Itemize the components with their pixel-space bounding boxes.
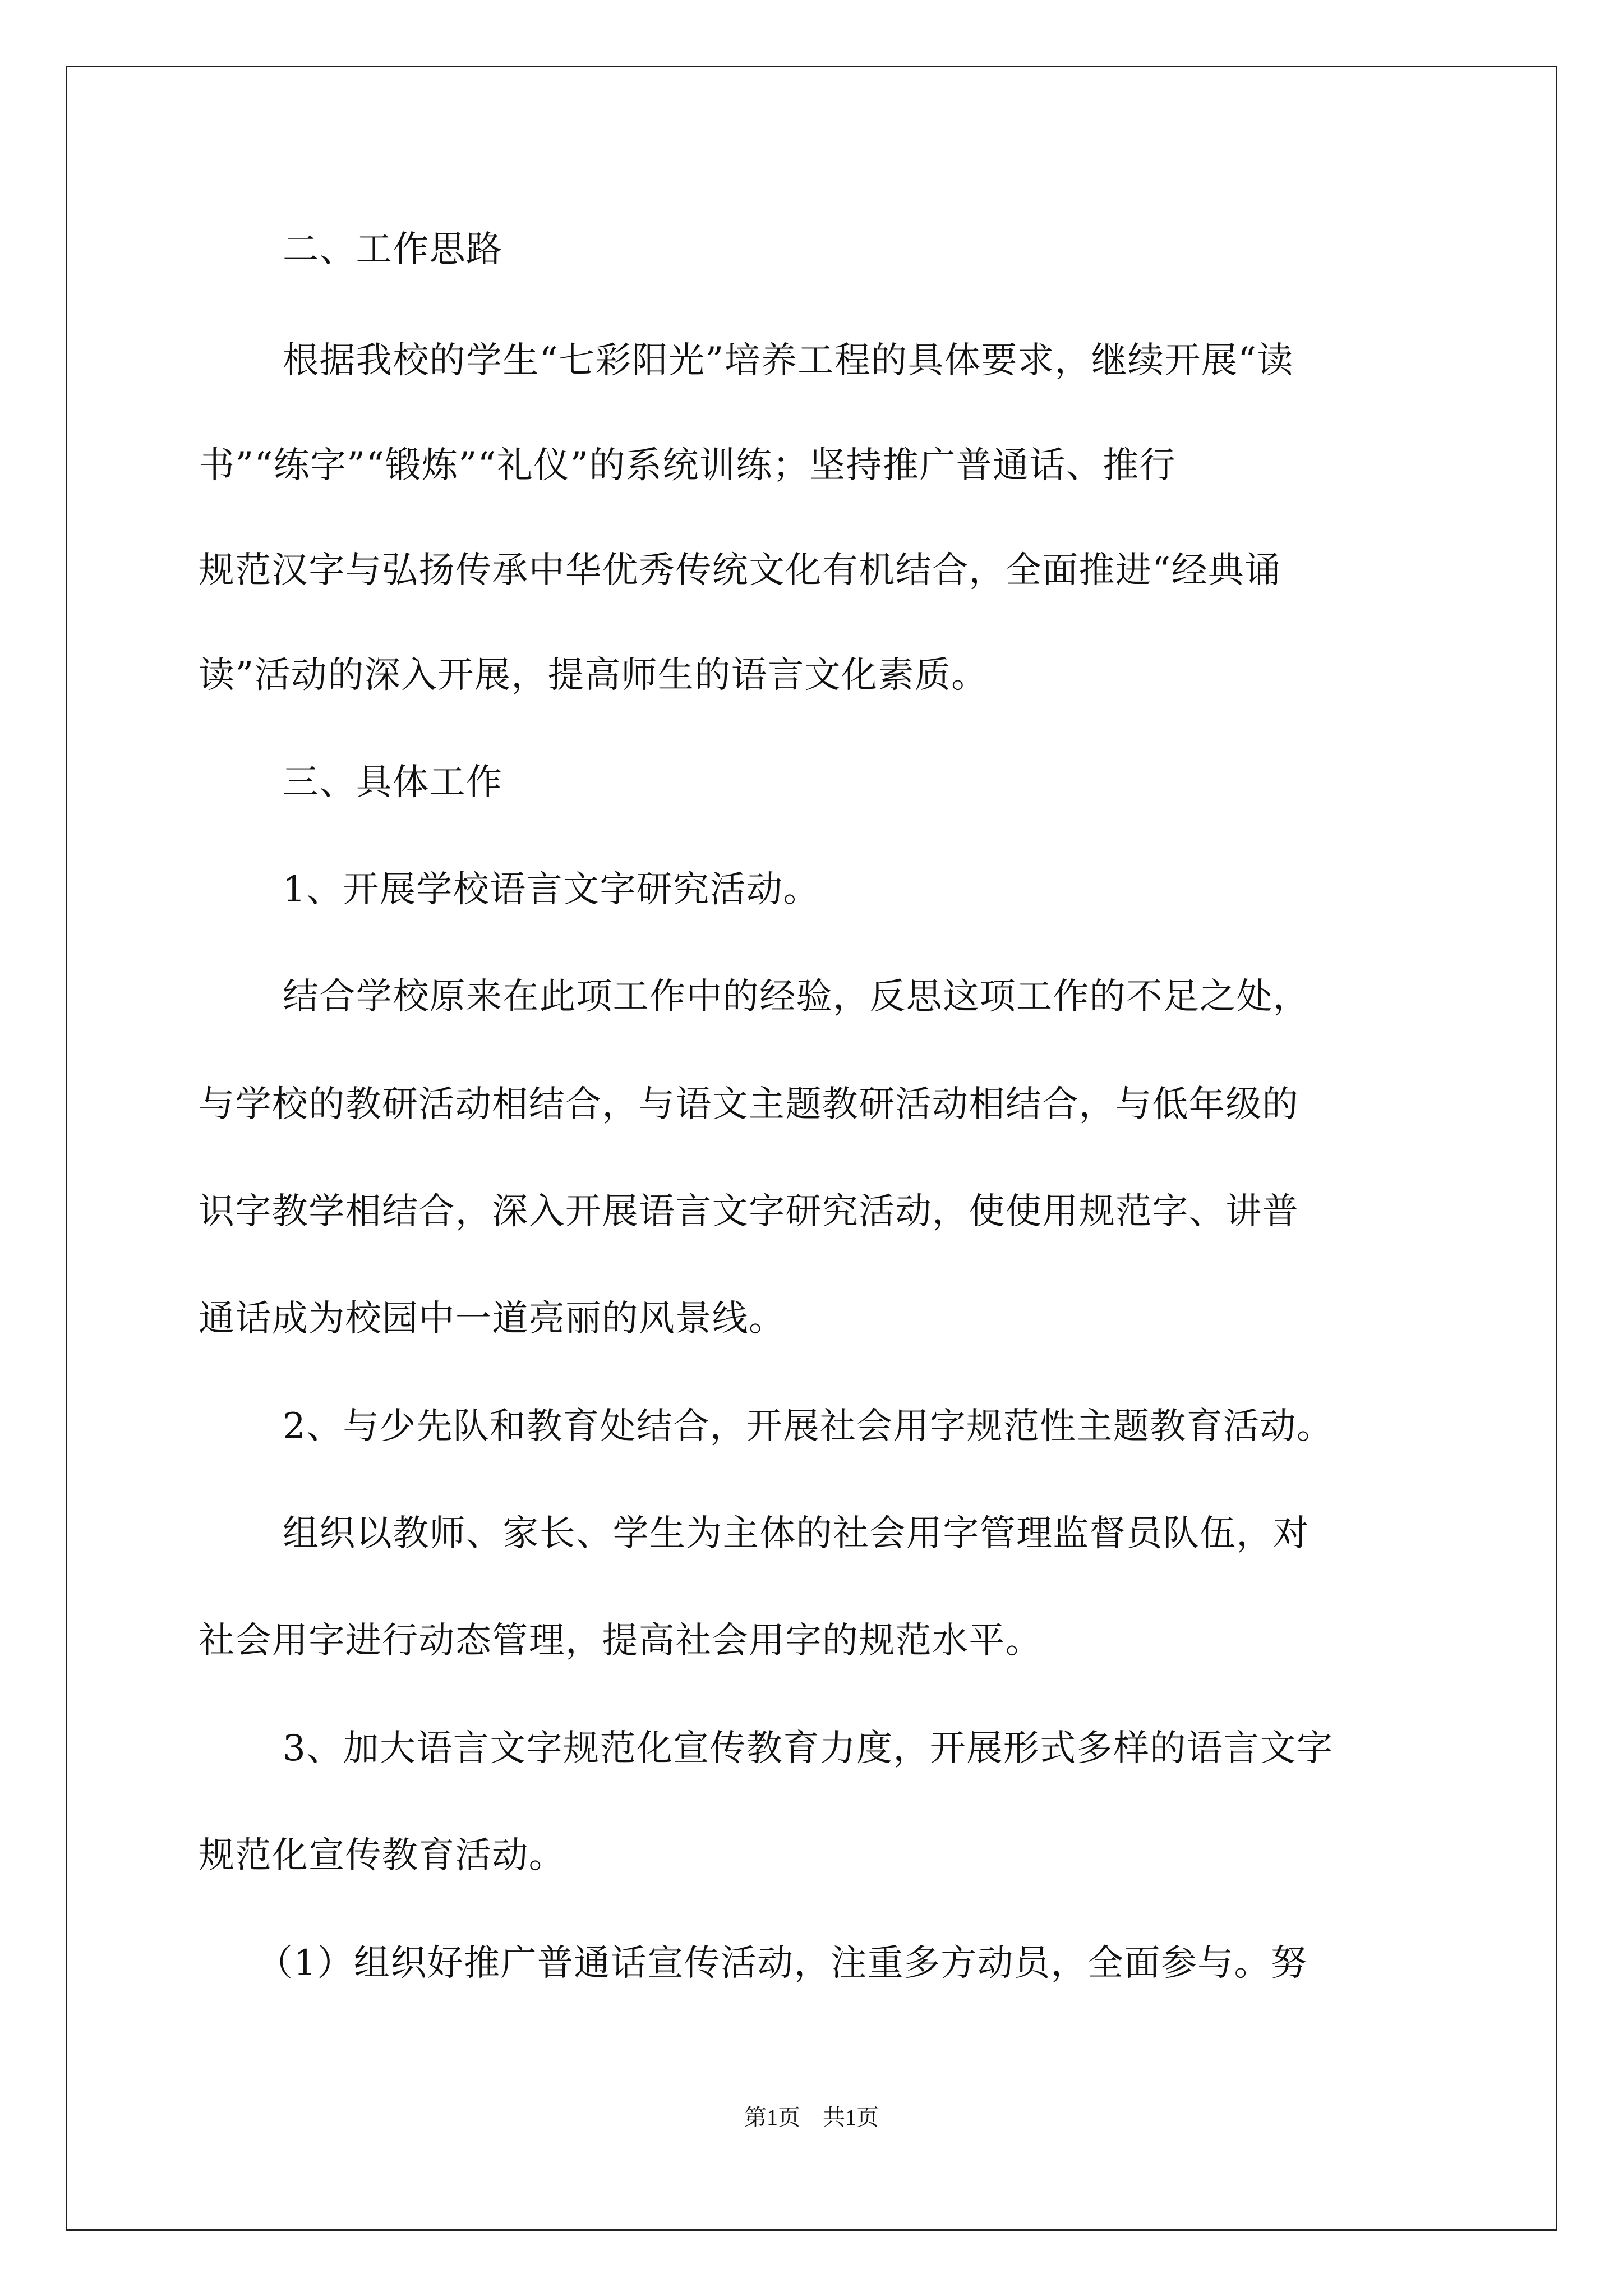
paragraph-line: 根据我校的学生“七彩阳光”培养工程的具体要求，继续开展“读 xyxy=(283,340,1294,381)
page-border xyxy=(66,66,1557,2231)
paragraph-line: 书”“练字”“锻炼”“礼仪”的系统训练；坚持推广普通话、推行 xyxy=(199,445,1177,486)
sub-item-line: （1）组织好推广普通话宣传活动，注重多方动员，全面参与。努 xyxy=(257,1943,1308,1984)
total-pages: 共1页 xyxy=(823,2105,879,2130)
paragraph-line: 识字教学相结合，深入开展语言文字研究活动，使使用规范字、讲普 xyxy=(199,1191,1299,1232)
paragraph-line: 读”活动的深入开展，提高师生的语言文化素质。 xyxy=(199,655,988,696)
page-footer xyxy=(0,2104,1623,2131)
paragraph-line: 社会用字进行动态管理，提高社会用字的规范水平。 xyxy=(199,1620,1043,1662)
section-heading-specific-work: 三、具体工作 xyxy=(283,762,503,803)
item-heading-3: 3、加大语言文字规范化宣传教育力度，开展形式多样的语言文字 xyxy=(283,1728,1334,1769)
paragraph-line: 规范汉字与弘扬传承中华优秀传统文化有机结合，全面推进“经典诵 xyxy=(199,550,1281,591)
paragraph-line: 通话成为校园中一道亮丽的风景线。 xyxy=(199,1298,786,1340)
page-number: 第1页 xyxy=(744,2105,800,2130)
item-heading-1: 1、开展学校语言文字研究活动。 xyxy=(283,869,820,910)
item-heading-2: 2、与少先队和教育处结合，开展社会用字规范性主题教育活动。 xyxy=(283,1406,1334,1447)
section-heading-work-approach: 二、工作思路 xyxy=(283,229,503,270)
paragraph-line: 结合学校原来在此项工作中的经验，反思这项工作的不足之处， xyxy=(283,976,1310,1018)
paragraph-line: 组织以教师、家长、学生为主体的社会用字管理监督员队伍，对 xyxy=(283,1513,1310,1554)
paragraph-line: 规范化宣传教育活动。 xyxy=(199,1835,565,1876)
footer-gap xyxy=(800,2105,823,2130)
paragraph-line: 与学校的教研活动相结合，与语文主题教研活动相结合，与低年级的 xyxy=(199,1084,1299,1125)
